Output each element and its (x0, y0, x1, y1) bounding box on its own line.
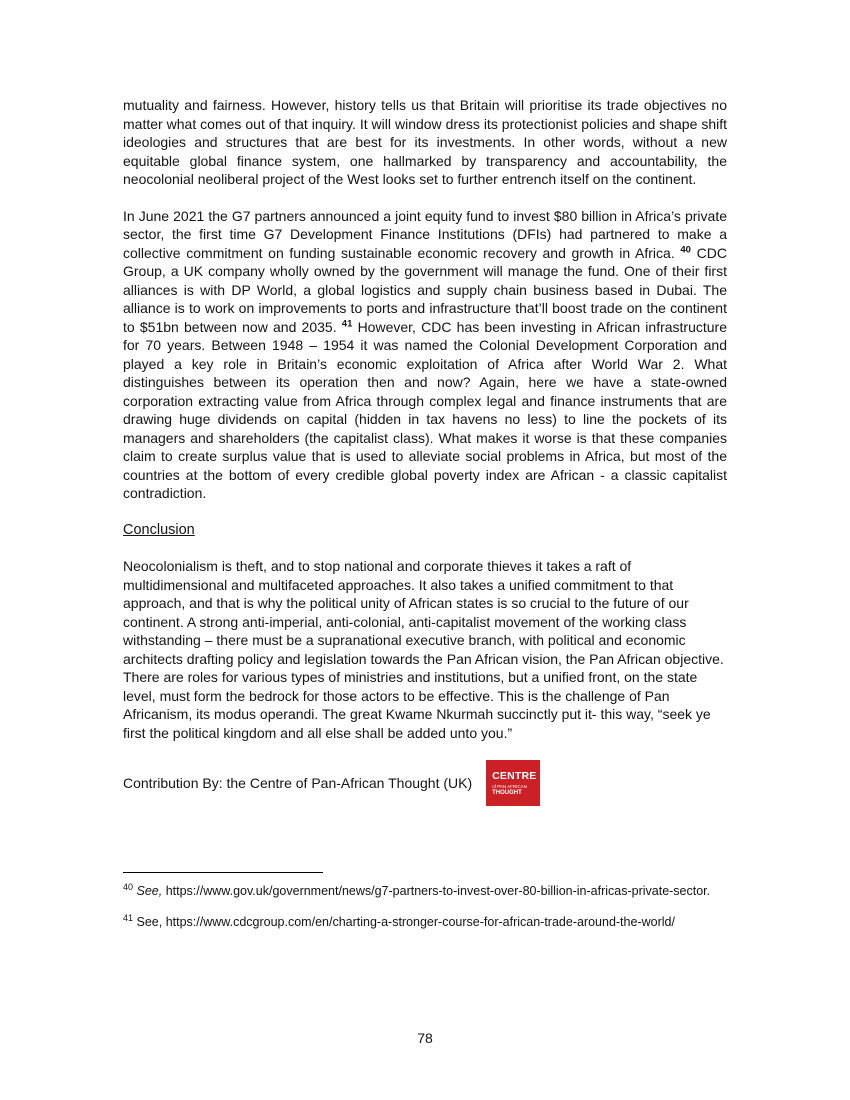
centre-of-pan-african-thought-logo (486, 760, 540, 806)
paragraph-text: In June 2021 the G7 partners announced a joint equity fund to invest $80 billion in Africa’s private sector, the first time G7 Development Finance Institutions (DFIs) had partnered to make a collective commitment on funding sustainable economic recovery and growth in Africa. (123, 207, 727, 261)
footnote-see-label: See, (136, 915, 163, 929)
contribution-row (123, 760, 727, 806)
logo-text-thought: THOUGHT (492, 789, 522, 796)
footnote-41 (123, 914, 727, 931)
logo-text-centre: CENTRE (492, 769, 537, 782)
footnote-number-41: 41 (123, 912, 134, 923)
conclusion-heading: Conclusion (123, 521, 195, 538)
body-paragraph-2 (123, 207, 727, 503)
footnote-40 (123, 883, 727, 900)
contribution-line: Contribution By: the Centre of Pan-African Thought (UK) (123, 774, 473, 791)
page-number: 78 (417, 1030, 433, 1046)
footnotes-section (123, 872, 727, 945)
page-content (123, 96, 727, 806)
logo-text-of-pan-african: of PAN AFRICAN (492, 783, 527, 789)
footnote-link-40[interactable]: https://www.gov.uk/government/news/g7-partners-to-invest-over-80-billion-in-africas-private-sector. (165, 884, 711, 898)
footnote-number-40: 40 (123, 881, 134, 892)
footnote-see-label: See, (136, 884, 163, 898)
footnote-ref-41: 41 (341, 317, 353, 329)
footnote-separator-rule (123, 872, 323, 873)
footnote-link-41[interactable]: https://www.cdcgroup.com/en/charting-a-stronger-course-for-african-trade-around-the-world/ (165, 915, 675, 929)
paragraph-text: However, CDC has been investing in African infrastructure for 70 years. Between 1948 – 1954 it was named the Colonial Development Corporation and played a key role in Britain’s economic exploitation of Africa after World War 2. What distinguishes between its operation then and now? Again, here we have a state-owned corporation extracting value from Africa through complex legal and finance instruments that are drawing huge dividends on capital (hidden in tax havens no less) to line the pockets of its managers and shareholders (the capitalist class). What makes it worse is that these companies claim to create surplus value that is used to alleviate social problems in Africa, but most of the countries at the bottom of every credible global poverty index are African - a classic capitalist contradiction. (123, 318, 728, 501)
body-paragraph-1: mutuality and fairness. However, history tells us that Britain will prioritise its trade objectives no matter what comes out of that inquiry. It will window dress its protectionist policies and shape shift ideologies and structures that are best for its investments. In other words, without a new equitable global finance system, one hallmarked by transparency and accountability, the neocolonial neoliberal project of the West looks set to further entrench itself on the continent. (123, 97, 727, 187)
footnote-ref-40: 40 (680, 243, 691, 255)
body-paragraph-3: Neocolonialism is theft, and to stop national and corporate thieves it takes a raft of multidimensional and multifaceted approaches. It also takes a unified commitment to that approach, and that is why the political unity of African states is so crucial to the future of our continent. A strong anti-imperial, anti-colonial, anti-capitalist movement of the working class withstanding – there must be a supranational executive branch, with political and economic architects drafting policy and legislation towards the Pan African vision, the Pan African objective. There are roles for various types of ministries and institutions, but a unified front, on the state level, must form the bedrock for those actors to be effective. This is the challenge of Pan Africanism, its modus operandi. The great Kwame Nkurmah succinctly put it- this way, “seek ye first the political kingdom and all else shall be added unto you.” (123, 558, 724, 741)
paragraph-text: CDC Group, a UK company wholly owned by the government will manage the fund. One of their first alliances is with DP World, a global logistics and supply chain business based in Dubai. The alliance is to work on improvements to ports and infrastructure that’ll boost trade on the continent to $51bn between now and 2035. (123, 244, 727, 335)
